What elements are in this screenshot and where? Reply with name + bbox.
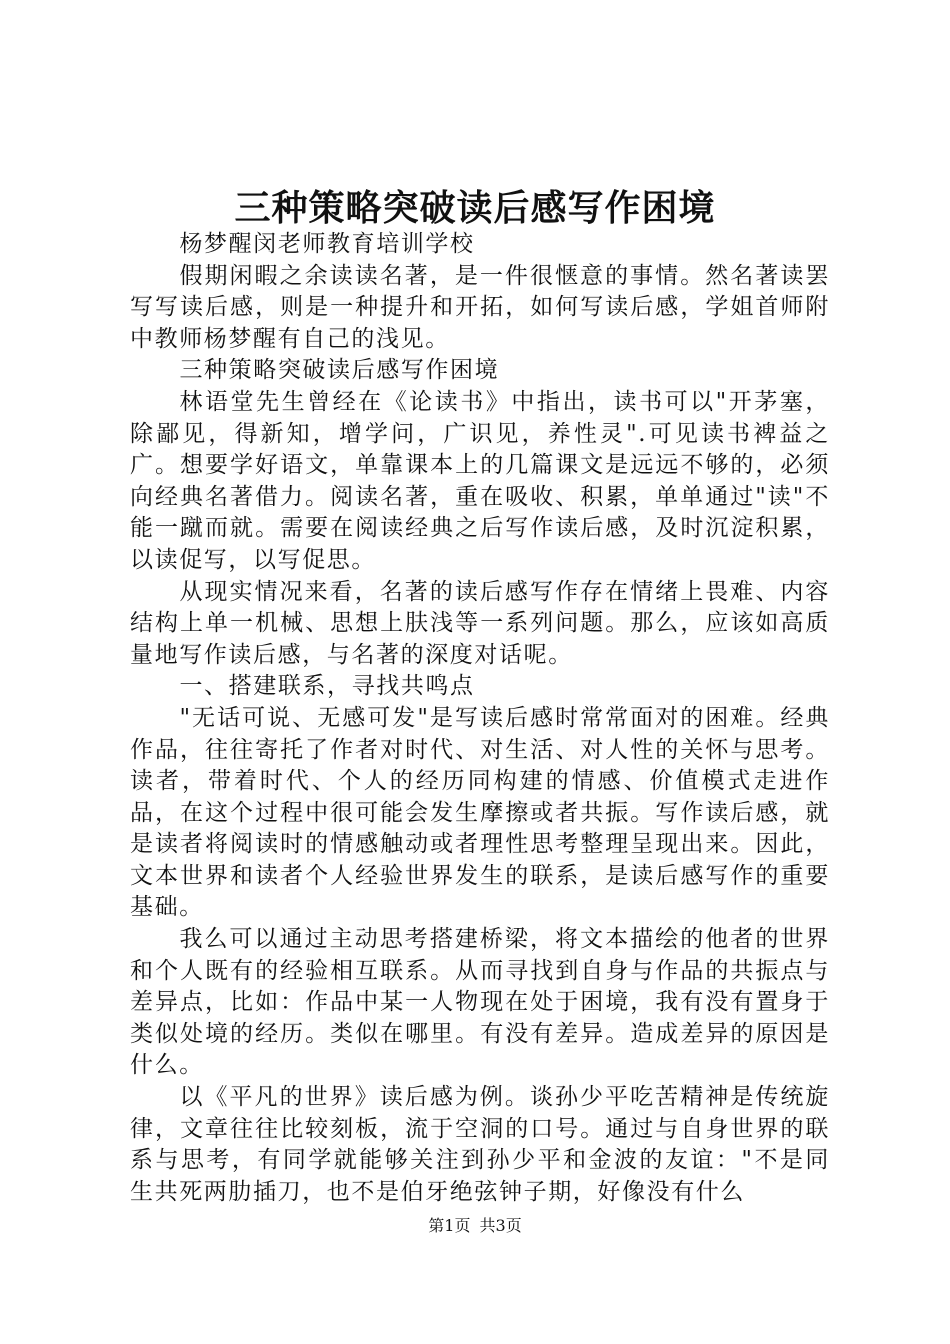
- paragraph: 我么可以通过主动思考搭建桥梁，将文本描绘的他者的世界和个人既有的经验相互联系。从而寻找到自身与作品的共振点与差异点，比如：作品中某一人物现在处于困境，我有没有置身于类似处境的经历。类似在哪里。有没有差异。造成差异的原因是什么。: [130, 926, 830, 1079]
- section-subtitle: 三种策略突破读后感写作困境: [179, 357, 500, 384]
- paragraph: 以《平凡的世界》读后感为例。谈孙少平吃苦精神是传统旋律，文章往往比较刻板，流于空洞的口号。通过与自身世界的联系与思考，有同学就能够关注到孙少平和金波的友谊："不是同生共死两肋插刀，也不是伯牙绝弦钟子期，好像没有什么: [130, 1084, 830, 1205]
- document-title: 三种策略突破读后感写作困境: [234, 187, 716, 229]
- page-number: 第1页: [428, 1216, 471, 1235]
- page-footer: [0, 1214, 950, 1238]
- paragraph: 从现实情况来看，名著的读后感写作存在情绪上畏难、内容结构上单一机械、思想上肤浅等一系列问题。那么，应该如高质量地写作读后感，与名著的深度对话呢。: [130, 578, 830, 668]
- paragraph: 林语堂先生曾经在《论读书》中指出，读书可以"开茅塞，除鄙见，得新知，增学问，广识见，养性灵".可见读书裨益之广。想要学好语文，单靠课本上的几篇课文是远远不够的，必须向经典名著借力。阅读名著，重在吸收、积累，单单通过"读"不能一蹴而就。需要在阅读经典之后写作读后感，及时沉淀积累，以读促写，以写促思。: [130, 388, 830, 573]
- section-heading: 一、搭建联系，寻找共鸣点: [179, 673, 475, 700]
- document-body: [130, 229, 830, 1208]
- author-line: 杨梦醒闵老师教育培训学校: [179, 231, 475, 257]
- page-total: 共3页: [479, 1216, 522, 1235]
- paragraph: 假期闲暇之余读读名著，是一件很惬意的事情。然名著读罢写写读后感，则是一种提升和开拓，如何写读后感，学姐首师附中教师杨梦醒有自己的浅见。: [130, 262, 830, 352]
- paragraph: "无话可说、无感可发"是写读后感时常常面对的困难。经典作品，往往寄托了作者对时代、对生活、对人性的关怀与思考。读者，带着时代、个人的经历同构建的情感、价值模式走进作品，在这个过程中很可能会发生摩擦或者共振。写作读后感，就是读者将阅读时的情感触动或者理性思考整理呈现出来。因此，文本世界和读者个人经验世界发生的联系，是读后感写作的重要基础。: [130, 704, 830, 921]
